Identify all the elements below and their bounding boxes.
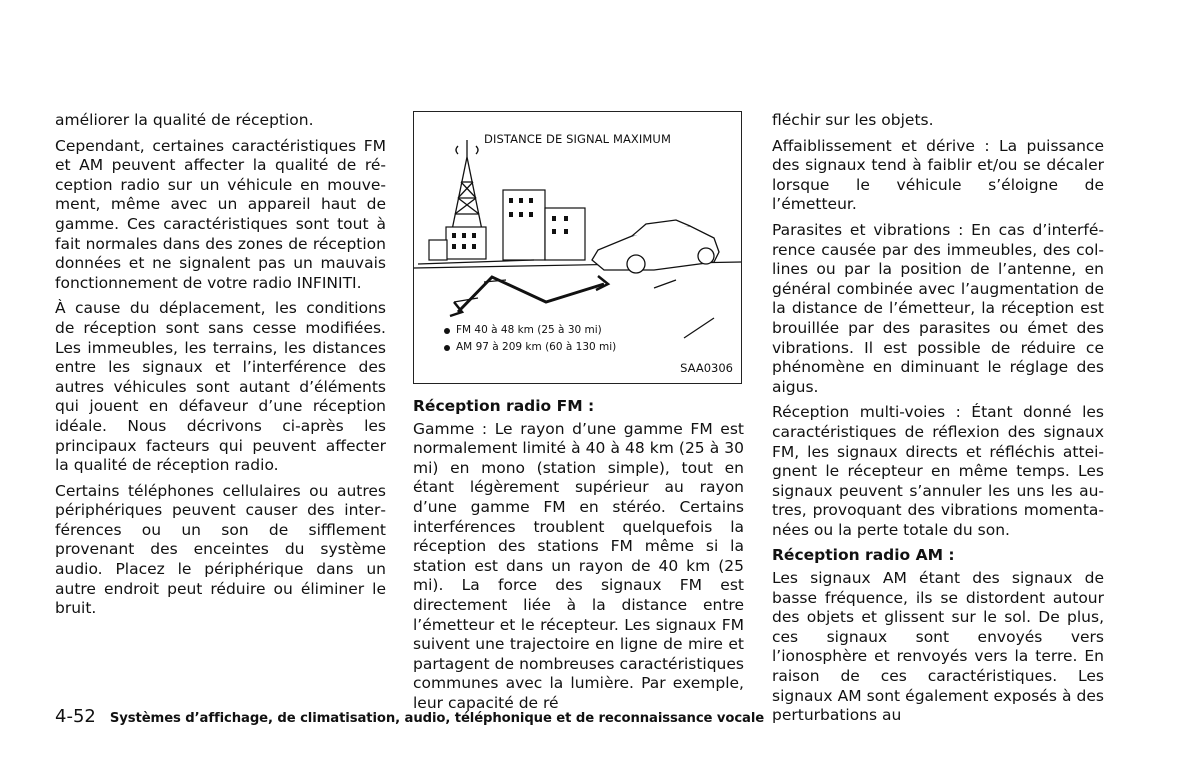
chapter-title: Systèmes d’affichage, de climatisation, audio, téléphonique et de reconnaissance vocale <box>109 711 765 726</box>
paragraph: Affaiblissement et dérive : La puissance des signaux tend à faiblir et/ou se décaler lorsque le véhicule s’éloigne de l’émetteur. <box>772 136 1104 214</box>
text-column-2 <box>413 397 744 720</box>
page-footer <box>55 706 764 727</box>
paragraph: Gamme : Le rayon d’une gamme FM est normalement limité à 40 à 48 km (25 à 30 mi) en mono (station simple), tout en étant légèrement supérieur au rayon d’une gamme FM en stéréo. Certains interférences troublent quelquefois la réception des stations FM même si la station est dans un rayon de 40 km (25 mi). La force des signaux FM est directement liée à la distance entre l’émetteur et le récepteur. Les signaux FM suivent une trajectoire en ligne de mire et partagent de nombreuses caractéristiques communes avec la lumière. Par exemple, leur capacité de ré <box>413 419 744 712</box>
signal-path-arrow <box>450 276 608 316</box>
legend-label: AM 97 à 209 km (60 à 130 mi) <box>456 341 617 353</box>
bullet-icon <box>444 345 450 351</box>
text-column-1 <box>55 111 386 625</box>
legend-item <box>444 339 616 356</box>
figure-code: SAA0306 <box>680 361 733 375</box>
paragraph: Parasites et vibrations : En cas d’interférence causée par des immeubles, des collines ou par la position de l’antenne, en général combinée avec l’augmentation de la distance de l’émetteur, la réception est brouillée par des parasites ou émet des vibrations. Il est possible de réduire ce phénomène en diminuant le réglage des aigus. <box>772 220 1104 396</box>
text-column-3 <box>772 111 1104 732</box>
paragraph: Certains téléphones cellulaires ou autres périphériques peuvent causer des interférences ou un son de sifflement provenant des enceintes du système audio. Placez le périphérique dans un autre endroit peut réduire ou éliminer le bruit. <box>55 481 386 618</box>
section-heading: Réception radio AM : <box>772 546 955 565</box>
paragraph: À cause du déplacement, les conditions de réception sont sans cesse modifiées. Les immeubles, les terrains, les distances entre les signaux et l’interférence des autres véhicules sont autant d’éléments qui jouent en défaveur d’une réception idéale. Nous décrivons ci-après les principaux facteurs qui peuvent affecter la qualité de réception radio. <box>55 299 386 475</box>
paragraph: améliorer la qualité de réception. <box>55 111 314 129</box>
section-heading: Réception radio FM : <box>413 397 595 415</box>
legend-label: FM 40 à 48 km (25 à 30 mi) <box>456 324 602 336</box>
paragraph: fléchir sur les objets. <box>772 111 934 129</box>
legend-item <box>444 322 616 339</box>
figure-legend <box>444 322 616 356</box>
radio-tower-icon <box>452 140 482 230</box>
figure-title: DISTANCE DE SIGNAL MAXIMUM <box>484 132 671 146</box>
paragraph: Réception multi-voies : Étant donné les caractéristiques de réflexion des signaux FM, les signaux directs et réfléchis atteignent le récepteur en même temps. Les signaux peuvent s’annuler les uns les autres, provoquant des vibrations momentanées ou la perte totale du son. <box>772 403 1104 539</box>
car-icon <box>592 220 719 273</box>
page-number: 4-52 <box>55 706 96 727</box>
paragraph: Cependant, certaines caractéristiques FM et AM peuvent affecter la qualité de réception radio sur un véhicule en mouvement, même avec un appareil haut de gamme. Ces caractéristiques sont tout à fait normales dans des zones de réception données et ne signalent pas un mauvais fonctionnement de votre radio INFINITI. <box>55 136 386 292</box>
signal-distance-figure <box>413 111 742 384</box>
paragraph: Les signaux AM étant des signaux de basse fréquence, ils se distordent autour des objets et glissent sur le sol. De plus, ces signaux sont envoyés vers l’ionosphère et renvoyés vers la terre. En raison de ces caractéristiques. Les signaux AM sont également exposés à des perturbations au <box>772 569 1104 725</box>
bullet-icon <box>444 328 450 334</box>
